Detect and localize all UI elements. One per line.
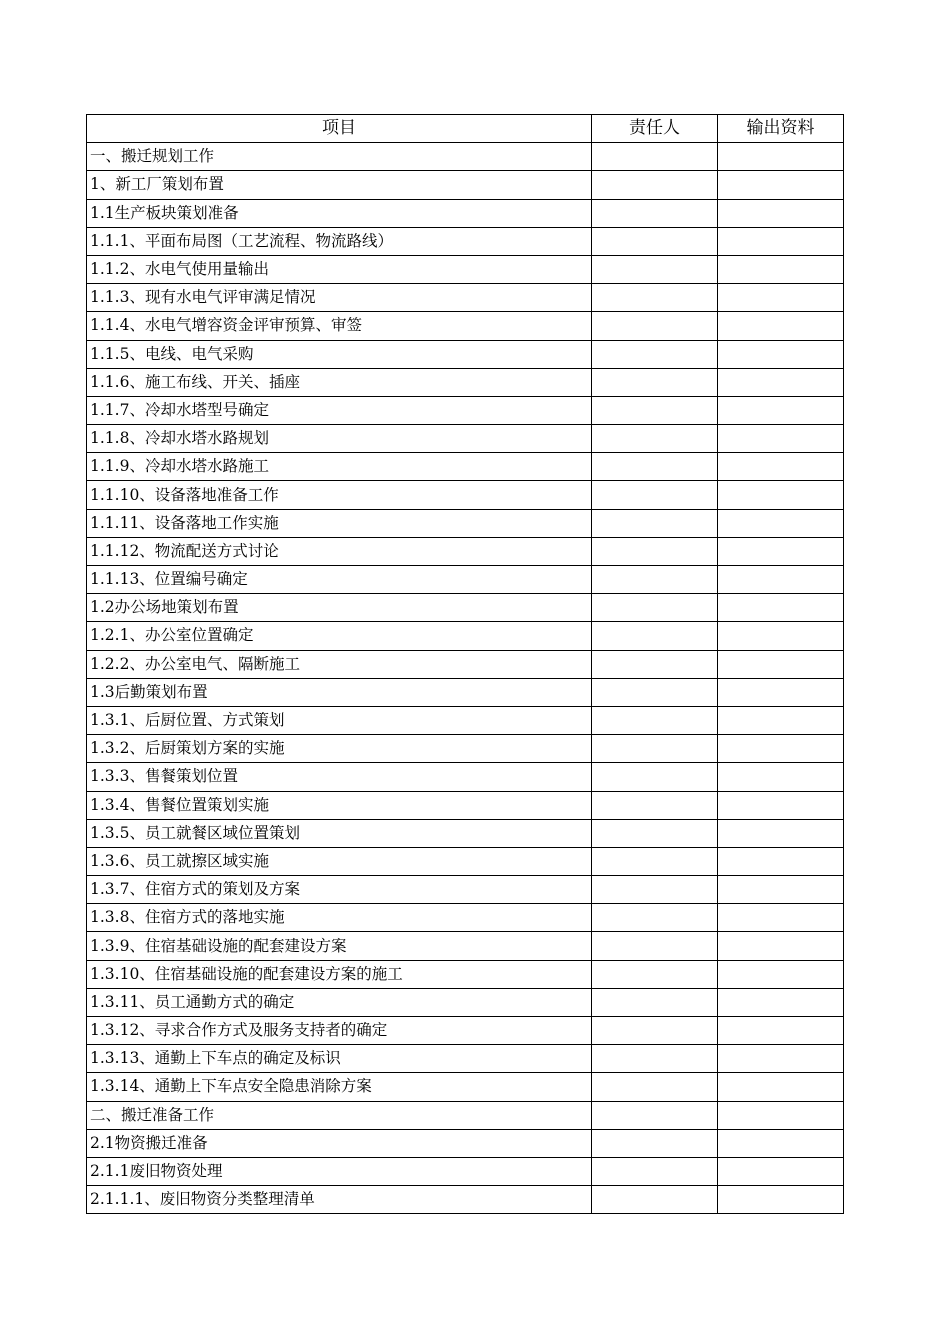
task-cell: 1.1.8、冷却水塔水路规划: [87, 425, 592, 453]
task-cell: 1.1.7、冷却水塔型号确定: [87, 396, 592, 424]
output-cell: [718, 368, 844, 396]
task-cell: 二、搬迁准备工作: [87, 1101, 592, 1129]
table-row: [87, 763, 844, 791]
owner-cell: [592, 1101, 718, 1129]
owner-cell: [592, 960, 718, 988]
table-row: [87, 143, 844, 171]
owner-cell: [592, 255, 718, 283]
table-row: [87, 932, 844, 960]
task-cell: 1、新工厂策划布置: [87, 171, 592, 199]
task-cell: 2.1.1.1、废旧物资分类整理清单: [87, 1186, 592, 1214]
owner-cell: [592, 819, 718, 847]
task-cell: 2.1物资搬迁准备: [87, 1129, 592, 1157]
owner-cell: [592, 566, 718, 594]
task-cell: 1.1.5、电线、电气采购: [87, 340, 592, 368]
task-cell: 1.3.9、住宿基础设施的配套建设方案: [87, 932, 592, 960]
task-cell: 1.1.2、水电气使用量输出: [87, 255, 592, 283]
owner-cell: [592, 706, 718, 734]
owner-cell: [592, 453, 718, 481]
owner-cell: [592, 1186, 718, 1214]
table-header-row: [87, 115, 844, 143]
output-cell: [718, 960, 844, 988]
table-row: [87, 453, 844, 481]
owner-cell: [592, 396, 718, 424]
table-row: [87, 509, 844, 537]
task-cell: 1.1.11、设备落地工作实施: [87, 509, 592, 537]
owner-cell: [592, 876, 718, 904]
task-cell: 1.1.6、施工布线、开关、插座: [87, 368, 592, 396]
output-cell: [718, 227, 844, 255]
task-cell: 1.2.2、办公室电气、隔断施工: [87, 650, 592, 678]
owner-cell: [592, 425, 718, 453]
owner-cell: [592, 199, 718, 227]
output-cell: [718, 1101, 844, 1129]
table-row: [87, 904, 844, 932]
table-row: [87, 566, 844, 594]
task-cell: 1.1生产板块策划准备: [87, 199, 592, 227]
table-row: [87, 650, 844, 678]
table-row: [87, 988, 844, 1016]
owner-cell: [592, 650, 718, 678]
output-cell: [718, 904, 844, 932]
table-row: [87, 284, 844, 312]
task-cell: 1.3后勤策划布置: [87, 678, 592, 706]
header-item: 项目: [87, 115, 592, 143]
task-cell: 1.1.3、现有水电气评审满足情况: [87, 284, 592, 312]
output-cell: [718, 537, 844, 565]
task-cell: 1.3.5、员工就餐区域位置策划: [87, 819, 592, 847]
task-cell: 2.1.1废旧物资处理: [87, 1157, 592, 1185]
output-cell: [718, 425, 844, 453]
task-cell: 1.2办公场地策划布置: [87, 594, 592, 622]
output-cell: [718, 143, 844, 171]
output-cell: [718, 312, 844, 340]
output-cell: [718, 199, 844, 227]
relocation-plan-table: [86, 114, 844, 1214]
table-row: [87, 199, 844, 227]
task-cell: 1.3.2、后厨策划方案的实施: [87, 735, 592, 763]
owner-cell: [592, 143, 718, 171]
output-cell: [718, 1186, 844, 1214]
table-row: [87, 594, 844, 622]
output-cell: [718, 1129, 844, 1157]
output-cell: [718, 706, 844, 734]
owner-cell: [592, 904, 718, 932]
output-cell: [718, 876, 844, 904]
output-cell: [718, 566, 844, 594]
table-body: [87, 143, 844, 1214]
owner-cell: [592, 340, 718, 368]
output-cell: [718, 735, 844, 763]
table-row: [87, 537, 844, 565]
owner-cell: [592, 847, 718, 875]
table-row: [87, 1186, 844, 1214]
output-cell: [718, 819, 844, 847]
output-cell: [718, 650, 844, 678]
table-row: [87, 960, 844, 988]
task-cell: 一、搬迁规划工作: [87, 143, 592, 171]
output-cell: [718, 594, 844, 622]
table-row: [87, 1017, 844, 1045]
output-cell: [718, 847, 844, 875]
output-cell: [718, 396, 844, 424]
output-cell: [718, 791, 844, 819]
table-row: [87, 368, 844, 396]
task-cell: 1.1.10、设备落地准备工作: [87, 481, 592, 509]
output-cell: [718, 171, 844, 199]
owner-cell: [592, 509, 718, 537]
output-cell: [718, 284, 844, 312]
task-cell: 1.3.10、住宿基础设施的配套建设方案的施工: [87, 960, 592, 988]
task-cell: 1.3.8、住宿方式的落地实施: [87, 904, 592, 932]
header-owner: 责任人: [592, 115, 718, 143]
output-cell: [718, 481, 844, 509]
table-row: [87, 171, 844, 199]
relocation-plan-sheet: [86, 114, 844, 1214]
task-cell: 1.1.1、平面布局图（工艺流程、物流路线）: [87, 227, 592, 255]
owner-cell: [592, 594, 718, 622]
owner-cell: [592, 791, 718, 819]
owner-cell: [592, 537, 718, 565]
owner-cell: [592, 368, 718, 396]
output-cell: [718, 340, 844, 368]
task-cell: 1.3.13、通勤上下车点的确定及标识: [87, 1045, 592, 1073]
owner-cell: [592, 932, 718, 960]
owner-cell: [592, 735, 718, 763]
table-row: [87, 1101, 844, 1129]
task-cell: 1.1.13、位置编号确定: [87, 566, 592, 594]
output-cell: [718, 1045, 844, 1073]
table-row: [87, 791, 844, 819]
owner-cell: [592, 622, 718, 650]
task-cell: 1.1.12、物流配送方式讨论: [87, 537, 592, 565]
table-row: [87, 876, 844, 904]
table-row: [87, 1129, 844, 1157]
task-cell: 1.3.14、通勤上下车点安全隐患消除方案: [87, 1073, 592, 1101]
owner-cell: [592, 1045, 718, 1073]
owner-cell: [592, 1073, 718, 1101]
output-cell: [718, 1157, 844, 1185]
task-cell: 1.3.6、员工就擦区域实施: [87, 847, 592, 875]
output-cell: [718, 1017, 844, 1045]
output-cell: [718, 763, 844, 791]
owner-cell: [592, 1129, 718, 1157]
owner-cell: [592, 312, 718, 340]
task-cell: 1.3.12、寻求合作方式及服务支持者的确定: [87, 1017, 592, 1045]
header-output: 输出资料: [718, 115, 844, 143]
owner-cell: [592, 227, 718, 255]
owner-cell: [592, 171, 718, 199]
output-cell: [718, 932, 844, 960]
owner-cell: [592, 284, 718, 312]
output-cell: [718, 622, 844, 650]
table-row: [87, 227, 844, 255]
owner-cell: [592, 1017, 718, 1045]
task-cell: 1.3.4、售餐位置策划实施: [87, 791, 592, 819]
table-row: [87, 819, 844, 847]
output-cell: [718, 509, 844, 537]
task-cell: 1.3.1、后厨位置、方式策划: [87, 706, 592, 734]
table-row: [87, 255, 844, 283]
output-cell: [718, 678, 844, 706]
table-row: [87, 706, 844, 734]
table-row: [87, 1073, 844, 1101]
table-row: [87, 735, 844, 763]
task-cell: 1.3.3、售餐策划位置: [87, 763, 592, 791]
task-cell: 1.3.11、员工通勤方式的确定: [87, 988, 592, 1016]
table-row: [87, 425, 844, 453]
owner-cell: [592, 678, 718, 706]
table-row: [87, 1157, 844, 1185]
owner-cell: [592, 1157, 718, 1185]
table-row: [87, 481, 844, 509]
output-cell: [718, 1073, 844, 1101]
owner-cell: [592, 988, 718, 1016]
task-cell: 1.3.7、住宿方式的策划及方案: [87, 876, 592, 904]
task-cell: 1.2.1、办公室位置确定: [87, 622, 592, 650]
task-cell: 1.1.9、冷却水塔水路施工: [87, 453, 592, 481]
table-row: [87, 847, 844, 875]
output-cell: [718, 453, 844, 481]
table-row: [87, 340, 844, 368]
owner-cell: [592, 481, 718, 509]
table-row: [87, 312, 844, 340]
owner-cell: [592, 763, 718, 791]
task-cell: 1.1.4、水电气增容资金评审预算、审签: [87, 312, 592, 340]
output-cell: [718, 988, 844, 1016]
output-cell: [718, 255, 844, 283]
table-row: [87, 622, 844, 650]
table-row: [87, 678, 844, 706]
table-row: [87, 1045, 844, 1073]
table-row: [87, 396, 844, 424]
